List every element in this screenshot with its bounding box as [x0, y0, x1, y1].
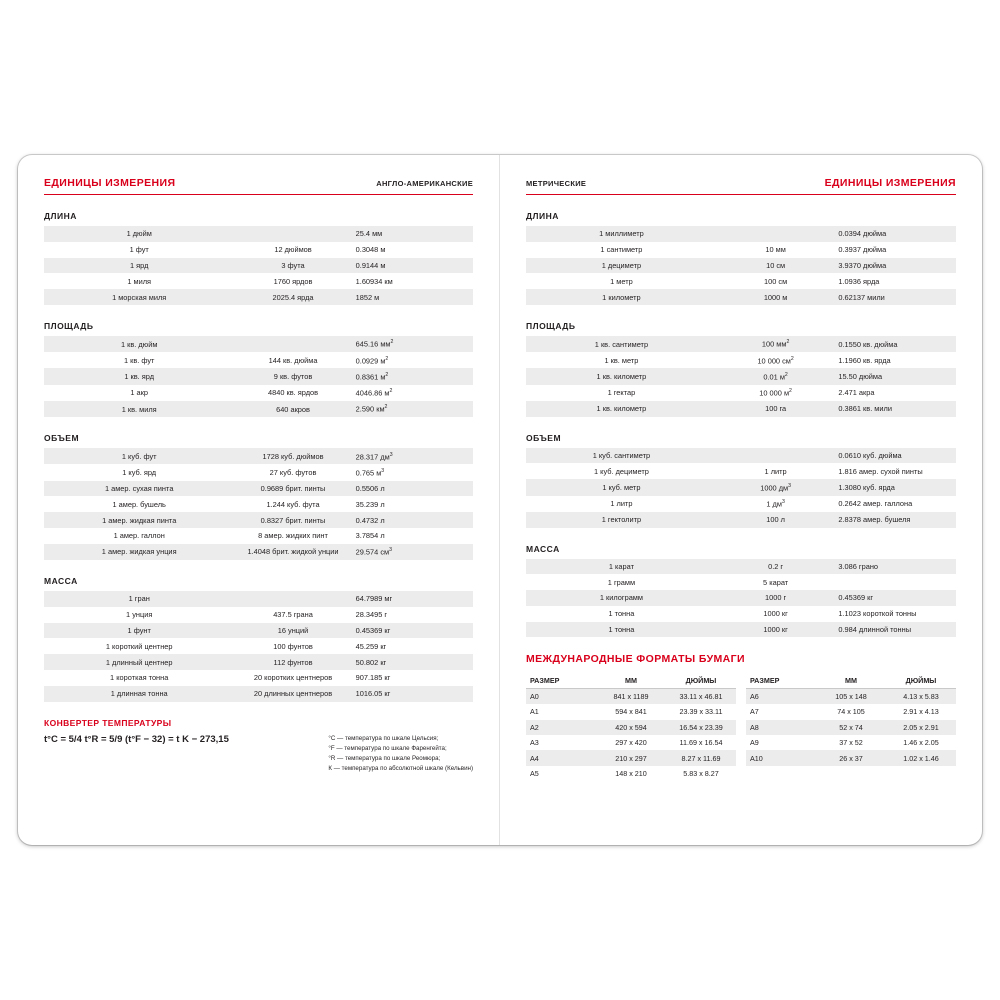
table-cell: 8.27 x 11.69	[666, 750, 736, 765]
table-cell: 29.574 $см^3$	[352, 544, 473, 560]
table-cell: 1.816 амер. сухой пинты	[834, 463, 956, 479]
table-cell: 1 короткая тонна	[44, 670, 234, 686]
table-row	[526, 606, 956, 622]
table-cell: 1 унция	[44, 607, 234, 623]
table-cell: 0.3048 м	[352, 242, 473, 258]
table-cell: 0.4732 л	[352, 512, 473, 528]
section-title: ОБЪЕМ	[526, 432, 562, 443]
table-cell: 1016.05 кг	[352, 686, 473, 702]
table-row	[526, 242, 956, 258]
table-cell: 1000 м	[717, 289, 835, 305]
table-cell: 1 тонна	[526, 622, 717, 638]
table-cell: 1760 ярдов	[234, 273, 351, 289]
conversion-table	[526, 559, 956, 638]
conversion-table	[44, 336, 473, 417]
table-row	[526, 720, 736, 735]
table-cell: 5 карат	[717, 574, 835, 590]
table-row	[526, 704, 736, 719]
conversion-table	[44, 226, 473, 305]
table-cell: A9	[746, 735, 816, 750]
table-cell: 1 куб. дециметр	[526, 463, 717, 479]
paper-formats-tables	[526, 672, 956, 781]
table-cell: 1 километр	[526, 289, 717, 305]
table-row	[526, 574, 956, 590]
table-cell	[816, 766, 886, 781]
table-cell: 10 000 $см^2$	[717, 352, 835, 368]
table-cell: 1 дюйм	[44, 226, 234, 242]
table-cell: 0.3861 кв. мили	[834, 401, 956, 417]
column-header: РАЗМЕР	[526, 672, 596, 688]
table-cell: 210 x 297	[596, 750, 666, 765]
table-cell: 1 литр	[526, 496, 717, 512]
table-cell: A1	[526, 704, 596, 719]
table-cell: 9 кв. футов	[234, 368, 351, 384]
table-row	[44, 448, 473, 464]
table-cell: 0.2642 амер. галлона	[834, 496, 956, 512]
table-cell: 1 морская миля	[44, 289, 234, 305]
table-cell	[234, 336, 351, 352]
table-cell: 35.239 л	[352, 496, 473, 512]
table-cell: 1 амер. сухая пинта	[44, 481, 234, 497]
table-cell: 1.3080 куб. ярда	[834, 479, 956, 495]
table-cell: 1.60934 км	[352, 273, 473, 289]
table-cell: 5.83 x 8.27	[666, 766, 736, 781]
column-header: ДЮЙМЫ	[666, 672, 736, 688]
table-row	[44, 401, 473, 417]
table-row	[44, 638, 473, 654]
paper-formats-title: МЕЖДУНАРОДНЫЕ ФОРМАТЫ БУМАГИ	[526, 653, 745, 666]
table-cell: 1 куб. метр	[526, 479, 717, 495]
right-page-header	[526, 177, 956, 195]
table-cell: 1.244 куб. фута	[234, 496, 351, 512]
table-cell: 10 см	[717, 258, 835, 274]
table-cell: 64.7989 мг	[352, 591, 473, 607]
table-cell: 1 метр	[526, 273, 717, 289]
table-row	[44, 273, 473, 289]
table-cell: 1 $дм^3$	[717, 496, 835, 512]
table-cell: 2.05 x 2.91	[886, 720, 956, 735]
table-cell: 1 грамм	[526, 574, 717, 590]
right-page	[500, 155, 982, 845]
table-cell: 1.4048 брит. жидкой унции	[234, 544, 351, 560]
table-cell: 4046.86 $м^2$	[352, 385, 473, 401]
table-cell: 594 x 841	[596, 704, 666, 719]
column-header: РАЗМЕР	[746, 672, 816, 688]
table-cell: 645.16 $мм^2$	[352, 336, 473, 352]
table-cell: 10 мм	[717, 242, 835, 258]
page-title: ЕДИНИЦЫ ИЗМЕРЕНИЯ	[44, 177, 176, 189]
table-cell: 45.259 кг	[352, 638, 473, 654]
table-cell: 0.984 длинной тонны	[834, 622, 956, 638]
table-cell: 420 x 594	[596, 720, 666, 735]
table-cell: 0.9144 м	[352, 258, 473, 274]
table-cell: A0	[526, 688, 596, 704]
table-cell	[717, 448, 835, 464]
table-cell: 27 куб. футов	[234, 464, 351, 480]
table-cell: 3 фута	[234, 258, 351, 274]
table-cell: 1 куб. сантиметр	[526, 448, 717, 464]
reference-page-spread	[18, 155, 982, 845]
table-cell: 100 фунтов	[234, 638, 351, 654]
table-cell: 100 $мм^2$	[717, 336, 835, 352]
table-cell: 1 сантиметр	[526, 242, 717, 258]
table-cell: 0.0929 $м^2$	[352, 352, 473, 368]
table-cell: A4	[526, 750, 596, 765]
table-row	[44, 591, 473, 607]
table-cell: 1 амер. бушель	[44, 496, 234, 512]
table-row	[526, 750, 736, 765]
table-cell: 1 кв. километр	[526, 401, 717, 417]
temperature-converter-title: КОНВЕРТЕР ТЕМПЕРАТУРЫ	[44, 717, 172, 728]
table-row	[44, 686, 473, 702]
table-cell: 50.802 кг	[352, 654, 473, 670]
table-cell: 0.45369 кг	[834, 590, 956, 606]
table-row	[44, 496, 473, 512]
table-row	[526, 226, 956, 242]
temperature-notes	[316, 734, 473, 775]
table-cell: 1 фунт	[44, 623, 234, 639]
table-cell: 25.4 мм	[352, 226, 473, 242]
table-cell: 841 x 1189	[596, 688, 666, 704]
table-cell: 11.69 x 16.54	[666, 735, 736, 750]
table-row	[526, 401, 956, 417]
table-cell: 28.3495 г	[352, 607, 473, 623]
table-cell: 1 кв. дюйм	[44, 336, 234, 352]
table-row	[526, 258, 956, 274]
table-cell: 1852 м	[352, 289, 473, 305]
table-cell: 0.8361 $м^2$	[352, 368, 473, 384]
temperature-note: °С — температура по шкале Цельсия;	[328, 734, 439, 742]
table-row	[746, 688, 956, 704]
column-header: ММ	[596, 672, 666, 688]
table-cell: 1 кв. фут	[44, 352, 234, 368]
table-cell: 1 кв. метр	[526, 352, 717, 368]
table-cell: 2.590 $км^2$	[352, 401, 473, 417]
table-cell: 0.45369 кг	[352, 623, 473, 639]
table-row	[526, 352, 956, 368]
conversion-table	[526, 336, 956, 417]
table-row	[526, 590, 956, 606]
table-cell: 15.50 дюйма	[834, 368, 956, 384]
table-cell: 74 x 105	[816, 704, 886, 719]
table-cell: 12 дюймов	[234, 242, 351, 258]
table-cell: 26 x 37	[816, 750, 886, 765]
table-cell: 16 унций	[234, 623, 351, 639]
table-cell: 0.2 г	[717, 559, 835, 575]
table-row	[526, 512, 956, 528]
table-cell: 1 дециметр	[526, 258, 717, 274]
table-row	[526, 368, 956, 384]
conversion-table	[44, 591, 473, 701]
table-cell: 105 x 148	[816, 688, 886, 704]
table-cell: 1 килограмм	[526, 590, 717, 606]
table-row	[44, 289, 473, 305]
table-cell	[834, 574, 956, 590]
table-row	[44, 528, 473, 544]
table-cell: 112 фунтов	[234, 654, 351, 670]
table-cell: 907.185 кг	[352, 670, 473, 686]
table-row	[526, 336, 956, 352]
table-row	[526, 735, 736, 750]
conversion-table	[526, 448, 956, 528]
table-cell: 1.1023 короткой тонны	[834, 606, 956, 622]
table-cell: 437.5 грана	[234, 607, 351, 623]
page-subtitle: МЕТРИЧЕСКИЕ	[526, 179, 587, 188]
table-row	[44, 352, 473, 368]
table-cell: 1.46 x 2.05	[886, 735, 956, 750]
table-row	[44, 385, 473, 401]
table-cell: 2025.4 ярда	[234, 289, 351, 305]
table-cell: 1 длинный центнер	[44, 654, 234, 670]
table-cell: 1 фут	[44, 242, 234, 258]
table-row	[746, 750, 956, 765]
table-cell: 3.7854 л	[352, 528, 473, 544]
table-row	[44, 464, 473, 480]
table-row	[44, 242, 473, 258]
table-cell: 1 гектолитр	[526, 512, 717, 528]
table-cell	[234, 591, 351, 607]
table-cell: 2.471 акра	[834, 385, 956, 401]
table-cell: 1000 кг	[717, 622, 835, 638]
table-cell: 1000 кг	[717, 606, 835, 622]
table-row	[44, 512, 473, 528]
column-header: ДЮЙМЫ	[886, 672, 956, 688]
table-cell: 16.54 x 23.39	[666, 720, 736, 735]
table-cell: 1 акр	[44, 385, 234, 401]
conversion-table	[44, 448, 473, 560]
table-cell: 0.3937 дюйма	[834, 242, 956, 258]
table-cell: 100 га	[717, 401, 835, 417]
table-row	[526, 622, 956, 638]
table-cell: 100 л	[717, 512, 835, 528]
table-cell: 0.62137 мили	[834, 289, 956, 305]
temperature-converter	[44, 734, 473, 775]
table-row	[44, 226, 473, 242]
table-cell: A7	[746, 704, 816, 719]
section-title: ПЛОЩАДЬ	[44, 320, 94, 331]
table-cell: 1 амер. жидкая пинта	[44, 512, 234, 528]
table-cell: 1000 $дм^3$	[717, 479, 835, 495]
table-cell	[234, 226, 351, 242]
table-cell: 1 куб. фут	[44, 448, 234, 464]
table-cell: 1 амер. жидкая унция	[44, 544, 234, 560]
section-title: МАССА	[44, 576, 78, 587]
temperature-note: К — температура по абсолютной шкале (Кельвин)	[328, 765, 473, 773]
table-cell: 0.0394 дюйма	[834, 226, 956, 242]
table-row	[44, 654, 473, 670]
table-cell: 1 литр	[717, 463, 835, 479]
table-row	[526, 289, 956, 305]
temperature-note: °R — температура по шкале Реомюра;	[328, 754, 441, 762]
table-row	[44, 368, 473, 384]
section-title: ОБЪЕМ	[44, 433, 80, 444]
table-cell: 3.086 грано	[834, 559, 956, 575]
section-title: ДЛИНА	[44, 211, 77, 221]
table-cell: 1 гран	[44, 591, 234, 607]
table-cell: 1.02 x 1.46	[886, 750, 956, 765]
table-cell: 0.0610 куб. дюйма	[834, 448, 956, 464]
table-cell: 0.765 $м^3$	[352, 464, 473, 480]
table-cell: 28.317 $дм^3$	[352, 448, 473, 464]
table-cell: 1 кв. километр	[526, 368, 717, 384]
table-cell: 0.9689 брит. пинты	[234, 481, 351, 497]
section-title: ПЛОЩАДЬ	[526, 320, 576, 331]
table-cell: 148 x 210	[596, 766, 666, 781]
table-cell: 8 амер. жидких пинт	[234, 528, 351, 544]
table-cell: 0.8327 брит. пинты	[234, 512, 351, 528]
table-row	[526, 448, 956, 464]
left-page-header	[44, 177, 473, 195]
table-row	[526, 559, 956, 575]
table-cell: 20 коротких центнеров	[234, 670, 351, 686]
table-cell: 1.0936 ярда	[834, 273, 956, 289]
table-row	[44, 481, 473, 497]
table-cell	[717, 226, 835, 242]
table-cell: 1 амер. галлон	[44, 528, 234, 544]
table-row	[526, 688, 736, 704]
table-cell: 1 карат	[526, 559, 717, 575]
table-row	[746, 720, 956, 735]
table-cell: 23.39 x 33.11	[666, 704, 736, 719]
table-cell: 1 кв. ярд	[44, 368, 234, 384]
table-cell: 1 кв. миля	[44, 401, 234, 417]
table-cell	[746, 766, 816, 781]
table-cell: 10 000 $м^2$	[717, 385, 835, 401]
table-cell: 100 см	[717, 273, 835, 289]
table-row	[526, 385, 956, 401]
table-row	[746, 766, 956, 781]
table-cell: 2.8378 амер. бушеля	[834, 512, 956, 528]
table-row	[44, 336, 473, 352]
left-page	[18, 155, 500, 845]
table-row	[44, 623, 473, 639]
paper-table-right	[746, 672, 956, 781]
table-row	[526, 463, 956, 479]
page-title: ЕДИНИЦЫ ИЗМЕРЕНИЯ	[824, 177, 956, 189]
table-cell: 52 x 74	[816, 720, 886, 735]
section-title: МАССА	[526, 543, 560, 554]
table-cell: 1 ярд	[44, 258, 234, 274]
table-cell: 1 тонна	[526, 606, 717, 622]
table-cell: 1 миля	[44, 273, 234, 289]
table-cell: 1 длинная тонна	[44, 686, 234, 702]
section-title: ДЛИНА	[526, 211, 559, 221]
table-cell: 1000 г	[717, 590, 835, 606]
table-cell: A5	[526, 766, 596, 781]
table-cell: A10	[746, 750, 816, 765]
conversion-table	[526, 226, 956, 305]
table-row	[526, 479, 956, 495]
table-cell: 2.91 x 4.13	[886, 704, 956, 719]
table-row	[44, 607, 473, 623]
left-sections	[44, 211, 473, 702]
table-cell: A2	[526, 720, 596, 735]
table-cell: 3.9370 дюйма	[834, 258, 956, 274]
table-cell: 20 длинных центнеров	[234, 686, 351, 702]
table-row	[526, 766, 736, 781]
table-cell: 297 x 420	[596, 735, 666, 750]
right-sections	[526, 211, 956, 637]
table-cell: 1 миллиметр	[526, 226, 717, 242]
table-cell: 4840 кв. ярдов	[234, 385, 351, 401]
table-row	[44, 258, 473, 274]
table-cell: 4.13 x 5.83	[886, 688, 956, 704]
table-cell: 37 x 52	[816, 735, 886, 750]
temperature-formula: t°C = 5/4 t°R = 5/9 (t°F − 32) = t K − 273,15	[44, 733, 229, 745]
table-row	[526, 273, 956, 289]
table-row	[746, 735, 956, 750]
table-cell: A6	[746, 688, 816, 704]
table-cell: 1 кв. сантиметр	[526, 336, 717, 352]
page-subtitle: АНГЛО-АМЕРИКАНСКИЕ	[376, 179, 473, 188]
table-row	[746, 704, 956, 719]
table-cell: 1.1960 кв. ярда	[834, 352, 956, 368]
table-cell: 640 акров	[234, 401, 351, 417]
table-cell: A8	[746, 720, 816, 735]
temperature-note: °F — температура по шкале Фаренгейта;	[328, 744, 447, 752]
table-cell: 144 кв. дюйма	[234, 352, 351, 368]
table-cell: 1728 куб. дюймов	[234, 448, 351, 464]
table-cell: 0.5506 л	[352, 481, 473, 497]
table-cell: 0.1550 кв. дюйма	[834, 336, 956, 352]
table-cell: A3	[526, 735, 596, 750]
table-cell	[886, 766, 956, 781]
table-row	[526, 496, 956, 512]
table-cell: 33.11 x 46.81	[666, 688, 736, 704]
table-cell: 0.01 $м^2$	[717, 368, 835, 384]
table-cell: 1 короткий центнер	[44, 638, 234, 654]
table-cell: 1 гектар	[526, 385, 717, 401]
table-cell: 1 куб. ярд	[44, 464, 234, 480]
column-header: ММ	[816, 672, 886, 688]
table-row	[44, 544, 473, 560]
table-row	[44, 670, 473, 686]
paper-table-left	[526, 672, 736, 781]
